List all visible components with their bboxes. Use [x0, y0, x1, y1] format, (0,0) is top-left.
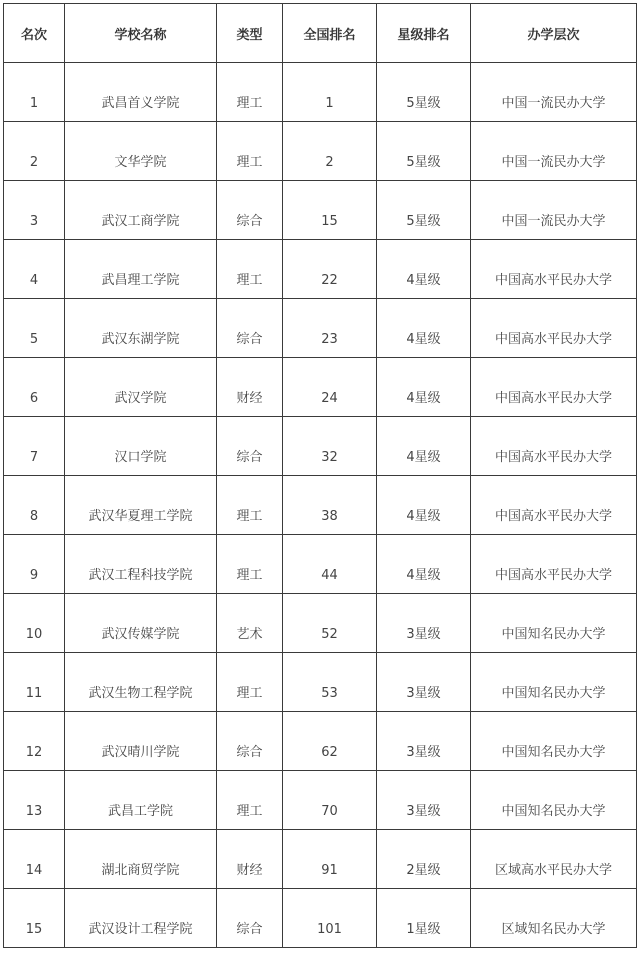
cell-type: 财经	[217, 830, 283, 889]
cell-rank: 6	[4, 358, 65, 417]
header-national-rank: 全国排名	[283, 4, 377, 63]
cell-national-rank: 32	[283, 417, 377, 476]
cell-school-level: 区域高水平民办大学	[471, 830, 637, 889]
cell-star-rank: 3星级	[377, 594, 471, 653]
cell-national-rank: 53	[283, 653, 377, 712]
cell-national-rank: 24	[283, 358, 377, 417]
cell-star-rank: 5星级	[377, 63, 471, 122]
cell-school-name: 武汉工程科技学院	[65, 535, 217, 594]
cell-type: 财经	[217, 358, 283, 417]
cell-national-rank: 70	[283, 771, 377, 830]
cell-star-rank: 4星级	[377, 240, 471, 299]
table-row	[4, 653, 637, 712]
table-row	[4, 476, 637, 535]
cell-star-rank: 4星级	[377, 476, 471, 535]
header-school-level: 办学层次	[471, 4, 637, 63]
cell-school-level: 中国高水平民办大学	[471, 358, 637, 417]
cell-type: 理工	[217, 63, 283, 122]
cell-star-rank: 2星级	[377, 830, 471, 889]
cell-school-level: 中国知名民办大学	[471, 771, 637, 830]
cell-type: 理工	[217, 771, 283, 830]
table-row	[4, 299, 637, 358]
cell-school-level: 中国一流民办大学	[471, 122, 637, 181]
cell-national-rank: 22	[283, 240, 377, 299]
cell-national-rank: 1	[283, 63, 377, 122]
cell-school-level: 中国知名民办大学	[471, 653, 637, 712]
header-type: 类型	[217, 4, 283, 63]
table-body	[4, 63, 637, 948]
table-row	[4, 712, 637, 771]
cell-rank: 7	[4, 417, 65, 476]
cell-school-name: 武汉工商学院	[65, 181, 217, 240]
cell-rank: 12	[4, 712, 65, 771]
table-row	[4, 122, 637, 181]
cell-type: 综合	[217, 889, 283, 948]
cell-rank: 14	[4, 830, 65, 889]
cell-national-rank: 15	[283, 181, 377, 240]
cell-type: 理工	[217, 476, 283, 535]
table-header	[4, 4, 637, 63]
cell-star-rank: 3星级	[377, 653, 471, 712]
cell-school-level: 中国高水平民办大学	[471, 299, 637, 358]
cell-school-name: 湖北商贸学院	[65, 830, 217, 889]
cell-rank: 13	[4, 771, 65, 830]
table-row	[4, 594, 637, 653]
table-row	[4, 240, 637, 299]
cell-school-level: 中国知名民办大学	[471, 594, 637, 653]
cell-type: 艺术	[217, 594, 283, 653]
table-row	[4, 830, 637, 889]
cell-school-name: 武昌理工学院	[65, 240, 217, 299]
cell-star-rank: 4星级	[377, 358, 471, 417]
cell-rank: 8	[4, 476, 65, 535]
cell-school-level: 中国一流民办大学	[471, 181, 637, 240]
cell-national-rank: 101	[283, 889, 377, 948]
cell-school-name: 汉口学院	[65, 417, 217, 476]
cell-star-rank: 3星级	[377, 712, 471, 771]
header-school-name: 学校名称	[65, 4, 217, 63]
cell-type: 理工	[217, 122, 283, 181]
cell-type: 理工	[217, 240, 283, 299]
table-row	[4, 358, 637, 417]
cell-star-rank: 4星级	[377, 417, 471, 476]
cell-star-rank: 5星级	[377, 181, 471, 240]
table-row	[4, 63, 637, 122]
cell-rank: 5	[4, 299, 65, 358]
header-star-rank: 星级排名	[377, 4, 471, 63]
cell-school-name: 武汉华夏理工学院	[65, 476, 217, 535]
cell-rank: 1	[4, 63, 65, 122]
cell-school-level: 中国高水平民办大学	[471, 535, 637, 594]
cell-school-level: 中国知名民办大学	[471, 712, 637, 771]
cell-school-name: 武汉生物工程学院	[65, 653, 217, 712]
cell-school-level: 中国高水平民办大学	[471, 240, 637, 299]
cell-type: 理工	[217, 535, 283, 594]
university-ranking-table	[3, 3, 637, 948]
table-row	[4, 535, 637, 594]
cell-national-rank: 44	[283, 535, 377, 594]
cell-national-rank: 2	[283, 122, 377, 181]
cell-star-rank: 5星级	[377, 122, 471, 181]
cell-type: 综合	[217, 299, 283, 358]
cell-national-rank: 91	[283, 830, 377, 889]
cell-school-name: 武汉东湖学院	[65, 299, 217, 358]
cell-national-rank: 23	[283, 299, 377, 358]
table-row	[4, 889, 637, 948]
cell-rank: 3	[4, 181, 65, 240]
cell-school-name: 武汉学院	[65, 358, 217, 417]
cell-rank: 2	[4, 122, 65, 181]
header-row	[4, 4, 637, 63]
cell-star-rank: 4星级	[377, 535, 471, 594]
cell-type: 综合	[217, 417, 283, 476]
cell-school-name: 文华学院	[65, 122, 217, 181]
cell-type: 综合	[217, 712, 283, 771]
cell-school-level: 中国一流民办大学	[471, 63, 637, 122]
cell-star-rank: 4星级	[377, 299, 471, 358]
table-row	[4, 181, 637, 240]
cell-type: 理工	[217, 653, 283, 712]
cell-rank: 9	[4, 535, 65, 594]
cell-rank: 11	[4, 653, 65, 712]
cell-school-name: 武昌首义学院	[65, 63, 217, 122]
cell-rank: 15	[4, 889, 65, 948]
cell-type: 综合	[217, 181, 283, 240]
cell-school-level: 中国高水平民办大学	[471, 476, 637, 535]
header-rank: 名次	[4, 4, 65, 63]
table-row	[4, 417, 637, 476]
cell-school-name: 武昌工学院	[65, 771, 217, 830]
cell-national-rank: 62	[283, 712, 377, 771]
cell-school-level: 区域知名民办大学	[471, 889, 637, 948]
cell-national-rank: 52	[283, 594, 377, 653]
cell-school-name: 武汉设计工程学院	[65, 889, 217, 948]
cell-star-rank: 1星级	[377, 889, 471, 948]
cell-school-name: 武汉晴川学院	[65, 712, 217, 771]
cell-school-name: 武汉传媒学院	[65, 594, 217, 653]
cell-rank: 4	[4, 240, 65, 299]
cell-national-rank: 38	[283, 476, 377, 535]
cell-school-level: 中国高水平民办大学	[471, 417, 637, 476]
cell-star-rank: 3星级	[377, 771, 471, 830]
table-row	[4, 771, 637, 830]
cell-rank: 10	[4, 594, 65, 653]
